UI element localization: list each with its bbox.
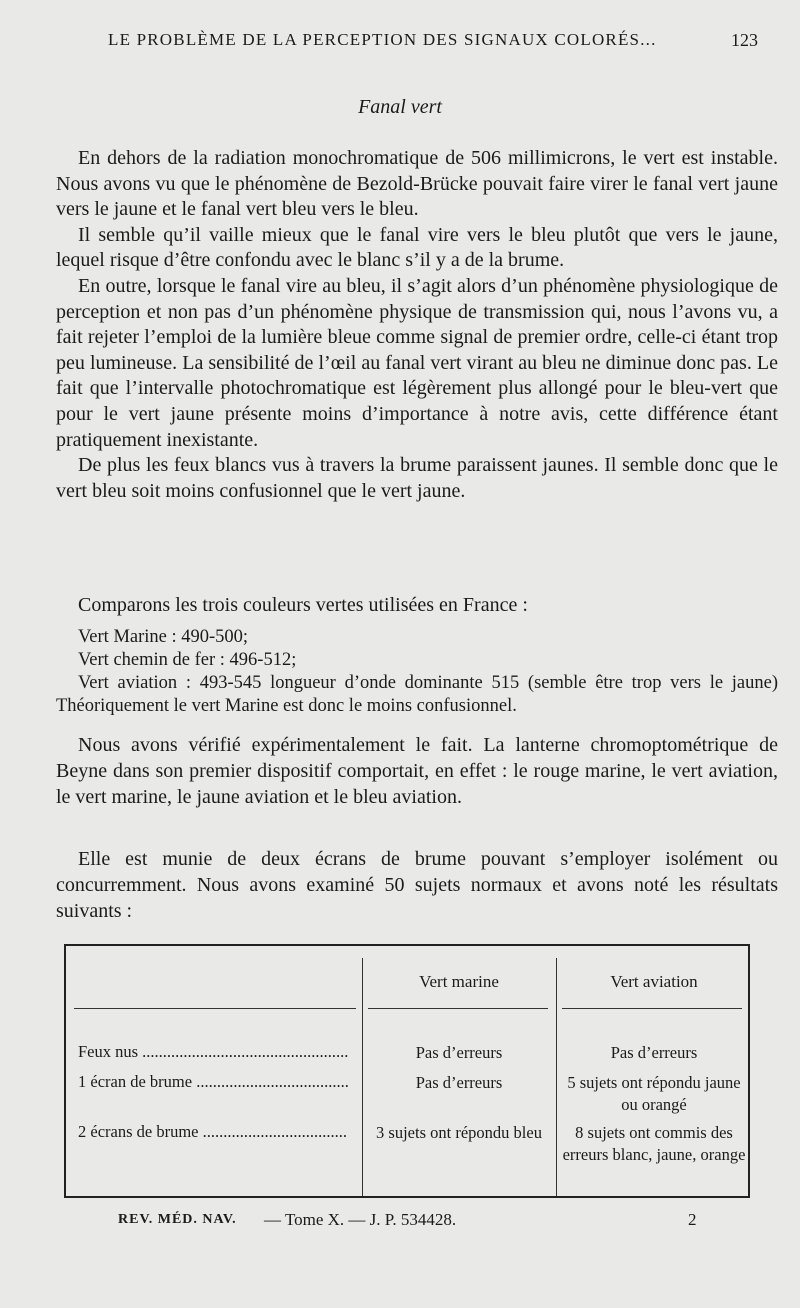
paragraph-blue-vs-yellow: Il semble qu’il vaille mieux que le fanal vire vers le bleu plutôt que vers le jaune, lequel risque d’être confondu avec le blanc s’il y a de la brume. — [56, 223, 778, 272]
column-header-vert-aviation: Vert aviation — [610, 972, 698, 991]
cell-aviation: 5 sujets ont répondu jaune ou orangé — [567, 1073, 741, 1114]
paragraph-screens: Elle est munie de deux écrans de brume pouvant s’employer isolément ou concurremment. Nous avons examiné 50 sujets normaux et avons noté les résultats suivants : — [56, 848, 778, 922]
row-label: 2 écrans de brume ..... — [78, 1122, 348, 1142]
header-rule — [74, 1008, 356, 1009]
comparison-item-marine: Vert Marine : 490-500; — [78, 627, 249, 647]
header-rule — [562, 1008, 742, 1009]
cell-aviation: Pas d’erreurs — [610, 1043, 698, 1062]
row-label: 1 écran de brume ..... — [78, 1072, 348, 1092]
cell-marine: Pas d’erreurs — [415, 1043, 503, 1062]
table-divider — [362, 958, 363, 1196]
paragraph-intro: En dehors de la radiation monochromatique de 506 millimicrons, le vert est instable. Nous avons vu que le phénomène de Bezold-Brücke pouvait faire virer le fanal vert jaune vers le jaune et le fanal vert bleu vers le bleu. — [56, 147, 778, 221]
header-rule — [368, 1008, 548, 1009]
screens-block — [56, 846, 778, 924]
page-number: 123 — [731, 30, 758, 50]
comparison-intro: Comparons les trois couleurs vertes utilisées en France : — [78, 594, 528, 616]
paragraph-physiological: En outre, lorsque le fanal vire au bleu, il s’agit alors d’un phénomène physiologique de perception et non pas d’un phénomène physique de transmission qui, nous l’avons vu, a fait rejeter l’emploi de la lumière bleue comme signal de premier ordre, celle-ci étant trop peu lumineuse. La sensibilité de l’œil au fanal vert virant au bleu ne diminue donc pas. Le fait que l’intervalle photochromatique est légèrement plus allongé pour le bleu-vert que pour le vert jaune présente moins d’importance à notre avis, cette différence étant pratiquement inexistante. — [56, 274, 778, 451]
paragraph-verification: Nous avons vérifié expérimentalement le fait. La lanterne chromoptométrique de Beyne dans son premier dispositif comportait, en effet : le rouge marine, le vert aviation, le vert marine, le jaune aviation et le bleu aviation. — [56, 734, 778, 808]
row-label: Feux nus ..... — [78, 1042, 348, 1062]
cell-aviation: 8 sujets ont commis des erreurs blanc, jaune, orange — [562, 1123, 746, 1164]
table-divider — [556, 958, 557, 1196]
column-header-vert-marine: Vert marine — [419, 972, 499, 991]
footer-signature-mark: 2 — [688, 1210, 697, 1229]
paragraph-white-lights: De plus les feux blancs vus à travers la brume paraissent jaunes. Il semble donc que le vert bleu soit moins confusionnel que le vert jaune. — [56, 454, 778, 502]
verification-block — [56, 732, 778, 810]
page-header — [108, 30, 758, 60]
page-footer — [118, 1210, 718, 1234]
running-title: LE PROBLÈME DE LA PERCEPTION DES SIGNAUX COLORÉS... — [108, 30, 657, 49]
body-text — [56, 146, 778, 504]
cell-marine: Pas d’erreurs — [415, 1073, 503, 1092]
cell-marine: 3 sujets ont répondu bleu — [376, 1123, 542, 1142]
green-comparison — [56, 592, 778, 718]
section-title: Fanal vert — [358, 96, 442, 118]
comparison-item-railway: Vert chemin de fer : 496-512; — [78, 650, 297, 670]
comparison-item-aviation: Vert aviation : 493-545 longueur d’onde dominante 515 (semble être trop vers le jaune) Théoriquement le vert Marine est donc le moins confusionnel. — [56, 673, 778, 716]
footer-tome: — Tome X. — J. P. 534428. — [264, 1210, 457, 1229]
results-table — [64, 944, 750, 1198]
footer-journal: REV. MÉD. NAV. — [118, 1212, 237, 1227]
